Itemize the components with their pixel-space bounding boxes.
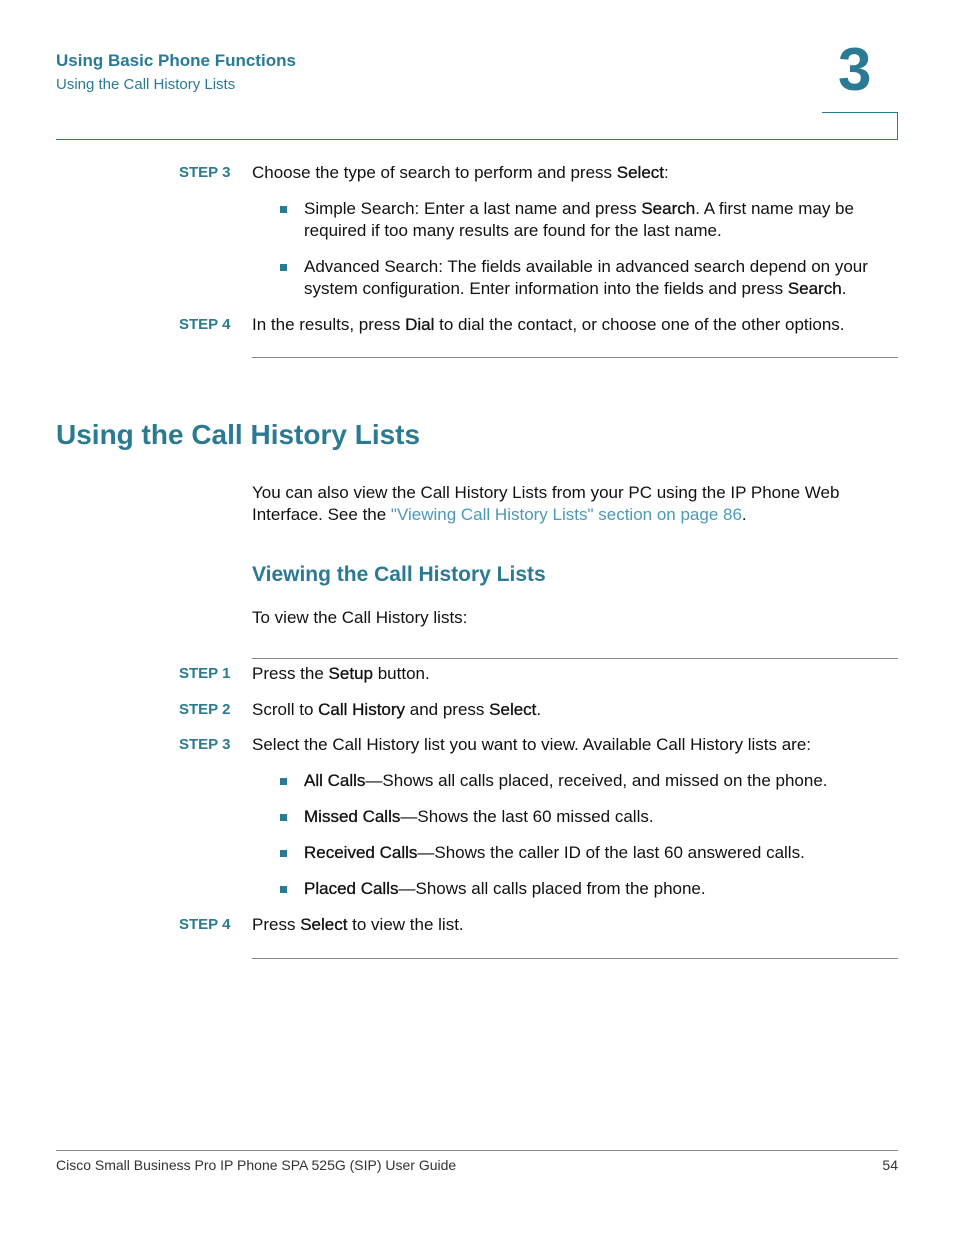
bullet-marker xyxy=(280,850,287,857)
footer-divider xyxy=(56,1150,898,1151)
chapter-number: 3 xyxy=(838,36,872,103)
bullet-text: Advanced Search: The fields available in advanced search depend on your system configuration. Enter information into the fields and press Search. xyxy=(304,257,868,298)
steps-end-divider xyxy=(252,958,898,959)
bullet-text: Received Calls—Shows the caller ID of the last 60 answered calls. xyxy=(304,843,805,862)
subsection-heading: Viewing the Call History Lists xyxy=(252,563,546,586)
bullet-marker xyxy=(280,886,287,893)
bullet-marker xyxy=(280,814,287,821)
bullet-marker xyxy=(280,778,287,785)
footer-guide-title: Cisco Small Business Pro IP Phone SPA 525G (SIP) User Guide xyxy=(56,1157,457,1173)
header-divider xyxy=(56,139,898,140)
step-label: STEP 3 xyxy=(179,164,231,181)
bullet-text: Simple Search: Enter a last name and press Search. A first name may be required if too many results are found for the last name. xyxy=(304,199,854,240)
bullet-text: Placed Calls—Shows all calls placed from the phone. xyxy=(304,879,706,898)
bullet-text: All Calls—Shows all calls placed, received, and missed on the phone. xyxy=(304,771,828,790)
section-intro: You can also view the Call History Lists from your PC using the IP Phone Web Interface. See the "Viewing Call History Lists" section on page 86. xyxy=(252,483,840,524)
step-label: STEP 4 xyxy=(179,316,231,333)
bullet-marker xyxy=(280,206,287,213)
step-label: STEP 3 xyxy=(179,736,231,753)
step-text: Scroll to Call History and press Select. xyxy=(252,700,542,719)
step-text: Press the Setup button. xyxy=(252,664,430,683)
steps-end-divider xyxy=(252,357,898,358)
step-label: STEP 2 xyxy=(179,701,231,718)
section-breadcrumb: Using the Call History Lists xyxy=(56,76,236,93)
page-number: 54 xyxy=(882,1157,898,1173)
step-text: Choose the type of search to perform and press Select: xyxy=(252,163,669,182)
step-text: Press Select to view the list. xyxy=(252,915,464,934)
step-label: STEP 1 xyxy=(179,665,231,682)
chapter-tab-frame xyxy=(822,112,898,140)
chapter-title: Using Basic Phone Functions xyxy=(56,51,296,70)
subsection-intro: To view the Call History lists: xyxy=(252,608,468,627)
step-text: Select the Call History list you want to view. Available Call History lists are: xyxy=(252,735,812,754)
cross-reference-link[interactable]: "Viewing Call History Lists" section on page 86 xyxy=(390,505,742,524)
section-heading: Using the Call History Lists xyxy=(56,419,421,450)
step-text: In the results, press Dial to dial the contact, or choose one of the other options. xyxy=(252,315,845,334)
step-label: STEP 4 xyxy=(179,916,231,933)
steps-start-divider xyxy=(252,658,898,659)
bullet-text: Missed Calls—Shows the last 60 missed calls. xyxy=(304,807,654,826)
bullet-marker xyxy=(280,264,287,271)
